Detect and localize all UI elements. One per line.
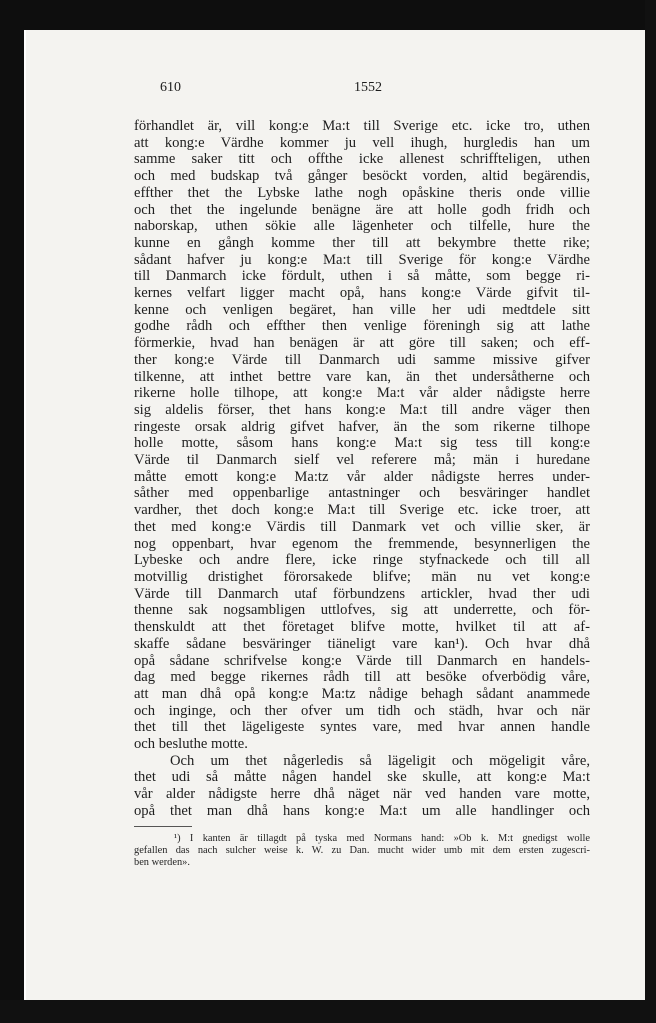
scan-border-top	[0, 0, 656, 30]
text-line: Och um thet någerledis så lägeligit och mögeligit våre,	[170, 752, 590, 769]
scan-border-right	[645, 0, 656, 1023]
text-line: kunne en gångh komme ther till att bekymbre thette rike;	[134, 234, 590, 251]
text-line: vår alder nådigste herre dhå näget när ved handen vare motte,	[134, 786, 590, 803]
text-line: nog oppenbart, hvar egenom the fremmende, besynnerligen the	[134, 535, 590, 552]
footnote-line: gefallen das nach sulcher weise k. W. zu Dan. mucht wider umb mit dem ersten zugescri-	[134, 845, 590, 856]
page-year-heading: 1552	[354, 80, 382, 95]
scan-border-bottom	[0, 1000, 656, 1023]
scan-border-left	[0, 0, 24, 1023]
text-line: till Danmarch icke fördult, uthen i så måtte, som begge ri-	[134, 268, 590, 285]
text-line: thet med kong:e Värdis till Danmark vet och villie sker, är	[134, 518, 590, 535]
text-line: förhandlet är, vill kong:e Ma:t till Sverige etc. icke tro, uthen	[134, 118, 590, 134]
text-line: och besluthe motte.	[134, 736, 248, 753]
text-line: thenne sak nogsambligen uttlofves, sig att underrette, och för-	[134, 602, 590, 619]
text-line: sådant hafver ju kong:e Ma:t till Sverige för kong:e Värdhe	[134, 251, 590, 268]
text-line: holle motte, såsom hans kong:e Ma:t sig tess till kong:e	[134, 435, 590, 452]
text-line: Värde till Danmarch utaf förbundzens artickler, hvad ther udi	[134, 585, 590, 602]
text-line: tilkenne, att inthet bettre vare kan, än thet undersåtherne och	[134, 368, 590, 385]
text-line: och med budskap två gånger besöckt vorden, altid begärendis,	[134, 168, 590, 185]
text-line: sig aldelis förser, thet hans kong:e Ma:t till andre väger then	[134, 401, 590, 418]
page-number: 610	[160, 80, 181, 95]
text-line: naborskap, uthen sökie alle lägenheter och tilfelle, hure the	[134, 218, 590, 235]
text-line: samme saker titt och offthe icke allenest schriffteligen, uthen	[134, 151, 590, 168]
text-line: ringeste orsak aldrig gifvet hafver, än the som rikerne tilhope	[134, 418, 590, 435]
text-line: och inginge, och ther ofver um tidh och städh, hvar och när	[134, 702, 590, 719]
text-line: opå thet man dhå hans kong:e Ma:t um alle handlinger och	[134, 802, 590, 819]
text-line: thenskuldt att thet företaget blifve motte, hvilket til att af-	[134, 619, 590, 636]
text-line: såther med oppenbarlige antastninger och besväringer handlet	[134, 485, 590, 502]
text-line: motvillig dristighet förorsakede blifve; män nu vet kong:e	[134, 568, 590, 585]
text-line: dag med begge rikernes rådh till att besöke ofverbödig våre,	[134, 669, 590, 686]
text-line: måtte emott kong:e Ma:tz vår alder nådigste herres under-	[134, 468, 590, 485]
footnote	[134, 833, 590, 869]
text-line: thet till thet lägeligeste syntes vare, med hvar annen handle	[134, 719, 590, 736]
text-line: skaffe sådane besväringer tiäneligt vare kan¹). Och hvar dhå	[134, 635, 590, 652]
footnote-line: ben werden».	[134, 857, 190, 868]
body-text	[134, 118, 590, 820]
text-line: Lybeske och andre flere, icke ringe styfnackede och till all	[134, 552, 590, 569]
footnote-line: ¹) I kanten är tillagdt på tyska med Normans hand: »Ob k. M:t gnedigst wolle	[174, 833, 590, 844]
footnote-separator	[134, 826, 192, 827]
text-line: kernes velfart ligger macht opå, hans kong:e Värde gifvit til-	[134, 285, 590, 302]
text-line: att kong:e Värdhe kommer ju vell ihugh, hurgledis han um	[134, 134, 590, 151]
text-line: kenne och venligen begäret, han ville her udi medtdele sitt	[134, 301, 590, 318]
running-head	[134, 80, 590, 102]
text-line: och thet the ingelunde benägne äre att holle godh fridh och	[134, 201, 590, 218]
text-line: att man dhå opå kong:e Ma:tz nådige behagh sådant anammede	[134, 685, 590, 702]
text-line: rikerne holle tilhope, att kong:e Ma:t vår alder nådigste herre	[134, 385, 590, 402]
text-line: Värde til Danmarch sielf vel referere må; män i huredane	[134, 452, 590, 469]
text-line: thet udi så måtte någen handel ske skulle, att kong:e Ma:t	[134, 769, 590, 786]
text-line: godhe rådh och effther then venlige föreningh sig att lathe	[134, 318, 590, 335]
text-line: vardher, thet doch kong:e Ma:t till Sverige etc. icke troer, att	[134, 502, 590, 519]
text-line: förmerkie, hvad han benägen är att göre till saken; och eff-	[134, 335, 590, 352]
text-line: effther thet the Lybske lathe nogh opåskine theris onde villie	[134, 184, 590, 201]
text-line: opå sådane schrifvelse kong:e Värde till Danmarch en handels-	[134, 652, 590, 669]
text-line: ther kong:e Värde till Danmarch udi samme missive gifver	[134, 351, 590, 368]
